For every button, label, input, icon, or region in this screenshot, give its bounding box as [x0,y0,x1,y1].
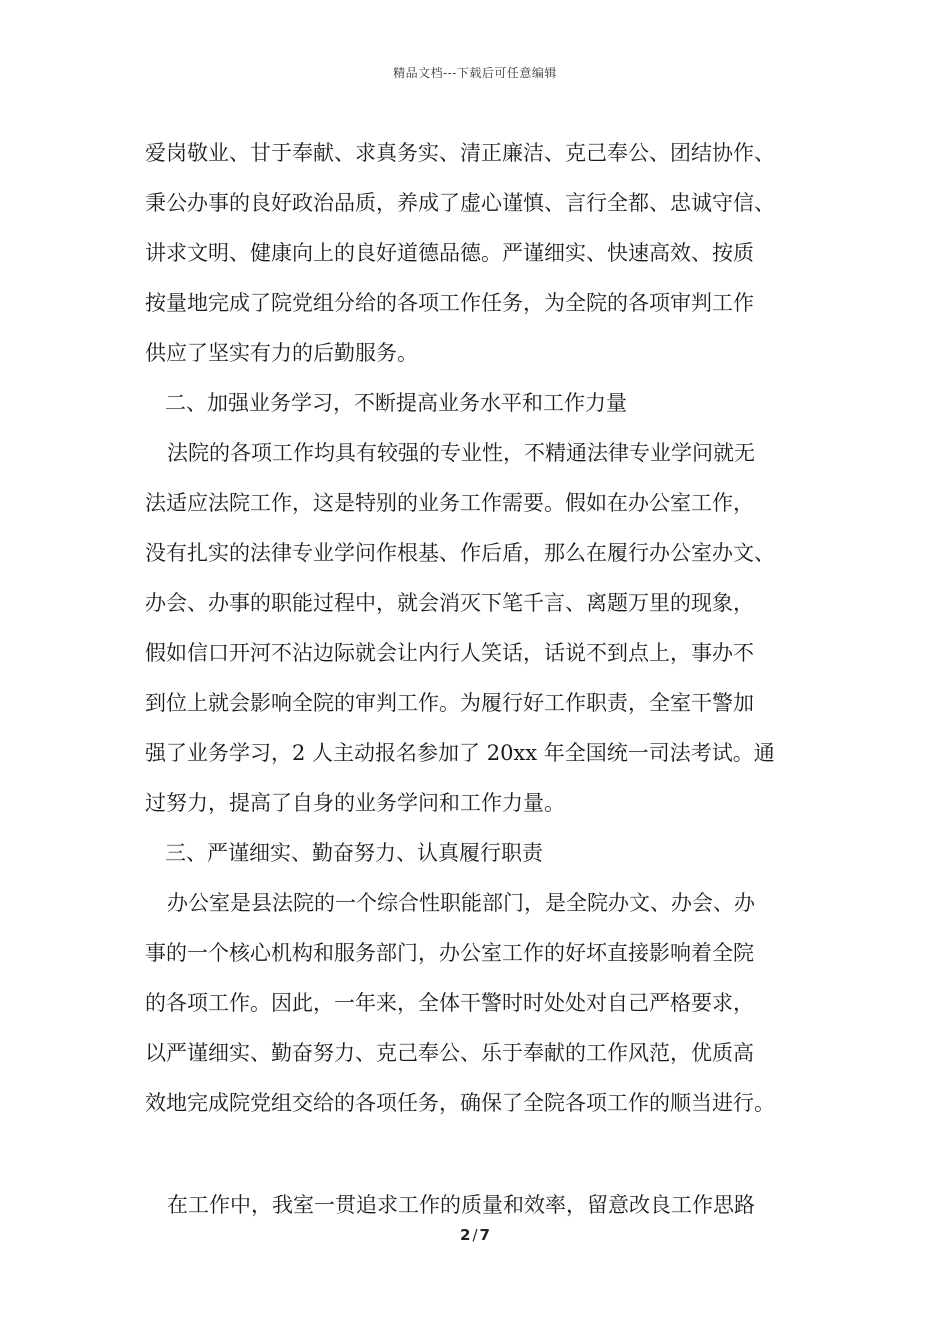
body-line: 办会、办事的职能过程中，就会消灭下笔千言、离题万里的现象， [145,591,754,615]
body-line: 讲求文明、健康向上的良好道德品德。严谨细实、快速高效、按质 [145,241,754,265]
body-line: 强了业务学习，2 人主动报名参加了 20xx 年全国统一司法考试。通 [145,741,775,765]
section-heading-2: 二、加强业务学习，不断提高业务水平和工作力量 [165,391,627,415]
body-line: 在工作中，我室一贯追求工作的质量和效率，留意改良工作思路 [167,1193,755,1217]
current-page: 2 [460,1226,471,1244]
total-pages: 7 [479,1226,490,1244]
body-line: 供应了坚实有力的后勤服务。 [145,341,418,365]
body-line: 没有扎实的法律专业学问作根基、作后盾，那么在履行办公室办文、 [145,541,775,565]
body-line: 到位上就会影响全院的审判工作。为履行好工作职责，全室干警加 [145,691,754,715]
body-line: 办公室是县法院的一个综合性职能部门，是全院办文、办会、办 [167,891,755,915]
body-line: 法适应法院工作，这是特别的业务工作需要。假如在办公室工作， [145,491,754,515]
page-number [0,1226,950,1244]
document-body [145,128,835,1230]
paragraph-spacer [145,1128,835,1180]
body-line: 过努力，提高了自身的业务学问和工作力量。 [145,791,565,815]
body-line: 爱岗敬业、甘于奉献、求真务实、清正廉洁、克己奉公、团结协作、 [145,141,775,165]
body-line: 假如信口开河不沾边际就会让内行人笑话，话说不到点上，事办不 [145,641,754,665]
body-line: 按量地完成了院党组分给的各项工作任务，为全院的各项审判工作 [145,291,754,315]
page-header: 精品文档---下载后可任意编辑 [393,66,557,80]
body-line: 的各项工作。因此，一年来，全体干警时时处处对自己严格要求， [145,991,754,1015]
body-line: 事的一个核心机构和服务部门，办公室工作的好坏直接影响着全院 [145,941,754,965]
body-line: 秉公办事的良好政治品质，养成了虚心谨慎、言行全都、忠诚守信、 [145,191,775,215]
body-line: 以严谨细实、勤奋努力、克己奉公、乐于奉献的工作风范，优质高 [145,1041,754,1065]
body-line: 效地完成院党组交给的各项任务，确保了全院各项工作的顺当进行。 [145,1091,775,1115]
body-line: 法院的各项工作均具有较强的专业性，不精通法律专业学问就无 [167,441,755,465]
section-heading-3: 三、严谨细实、勤奋努力、认真履行职责 [165,841,543,865]
page-separator: / [472,1226,478,1244]
